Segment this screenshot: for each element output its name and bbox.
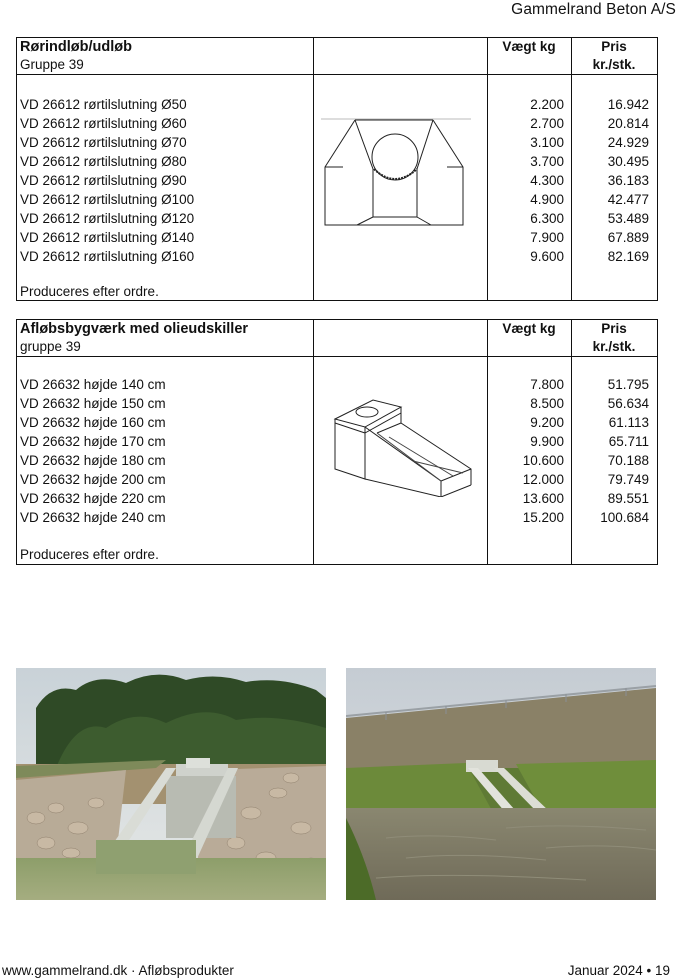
product-price: 65.711 bbox=[608, 434, 649, 449]
product-weight: 13.600 bbox=[522, 491, 564, 506]
product-name: VD 26632 højde 160 cm bbox=[20, 415, 166, 430]
product-price: 42.477 bbox=[607, 192, 649, 207]
product-price: 51.795 bbox=[607, 377, 649, 392]
product-table-pipe-inlet-outlet bbox=[16, 37, 658, 301]
product-name: VD 26632 højde 240 cm bbox=[20, 510, 166, 525]
product-price: 79.749 bbox=[607, 472, 649, 487]
table-row bbox=[17, 95, 657, 114]
product-price: 20.814 bbox=[607, 116, 649, 131]
company-name: Gammelrand Beton A/S bbox=[511, 1, 676, 18]
weight-column-header: Vægt kg bbox=[502, 39, 556, 54]
product-weight: 4.900 bbox=[530, 192, 564, 207]
product-weight: 2.700 bbox=[530, 116, 564, 131]
product-price: 100.684 bbox=[600, 510, 649, 525]
price-unit-header: kr./stk. bbox=[592, 339, 636, 354]
table-row bbox=[17, 508, 657, 527]
product-name: VD 26632 højde 220 cm bbox=[20, 491, 166, 506]
table-group: Gruppe 39 bbox=[20, 57, 84, 72]
product-name: VD 26632 højde 140 cm bbox=[20, 377, 166, 392]
product-name: VD 26612 rørtilslutning Ø80 bbox=[20, 154, 187, 169]
product-name: VD 26632 højde 200 cm bbox=[20, 472, 166, 487]
product-name: VD 26632 højde 170 cm bbox=[20, 434, 166, 449]
installation-photo-riprap bbox=[16, 668, 326, 900]
product-weight: 6.300 bbox=[530, 211, 564, 226]
footer-website: www.gammelrand.dk · Afløbsprodukter bbox=[2, 963, 234, 978]
product-name: VD 26612 rørtilslutning Ø90 bbox=[20, 173, 187, 188]
product-price: 16.942 bbox=[607, 97, 649, 112]
table-row bbox=[17, 247, 657, 266]
product-weight: 15.200 bbox=[522, 510, 564, 525]
product-price: 24.929 bbox=[607, 135, 649, 150]
table-header bbox=[17, 320, 657, 357]
product-weight: 8.500 bbox=[530, 396, 564, 411]
product-name: VD 26612 rørtilslutning Ø160 bbox=[20, 249, 195, 264]
product-name: VD 26612 rørtilslutning Ø120 bbox=[20, 211, 195, 226]
table-row bbox=[17, 375, 657, 394]
price-unit-header: kr./stk. bbox=[592, 57, 636, 72]
product-table-oil-separator bbox=[16, 319, 658, 565]
table-body bbox=[17, 75, 657, 300]
product-weight: 9.900 bbox=[530, 434, 564, 449]
product-weight: 2.200 bbox=[530, 97, 564, 112]
product-price: 89.551 bbox=[607, 491, 649, 506]
product-price: 82.169 bbox=[607, 249, 649, 264]
product-name: VD 26612 rørtilslutning Ø100 bbox=[20, 192, 195, 207]
product-price: 56.634 bbox=[607, 396, 649, 411]
product-name: VD 26632 højde 180 cm bbox=[20, 453, 166, 468]
price-column-header: Pris bbox=[601, 321, 627, 336]
product-weight: 7.800 bbox=[530, 377, 564, 392]
product-name: VD 26612 rørtilslutning Ø50 bbox=[20, 97, 187, 112]
product-price: 67.889 bbox=[607, 230, 649, 245]
weight-column-header: Vægt kg bbox=[502, 321, 556, 336]
table-title: Rørindløb/udløb bbox=[20, 39, 132, 55]
product-weight: 12.000 bbox=[522, 472, 564, 487]
product-name: VD 26632 højde 150 cm bbox=[20, 396, 166, 411]
price-column-header: Pris bbox=[601, 39, 627, 54]
installation-photo-pond bbox=[346, 668, 656, 900]
product-price: 30.495 bbox=[607, 154, 649, 169]
product-weight: 3.700 bbox=[530, 154, 564, 169]
product-name: VD 26612 rørtilslutning Ø140 bbox=[20, 230, 195, 245]
pipe-inlet-drawing bbox=[321, 117, 481, 231]
product-price: 36.183 bbox=[607, 173, 649, 188]
product-weight: 9.200 bbox=[530, 415, 564, 430]
table-title: Afløbsbygværk med olieudskiller bbox=[20, 321, 249, 337]
table-group: gruppe 39 bbox=[20, 339, 81, 354]
order-note: Produceres efter ordre. bbox=[20, 284, 159, 299]
product-weight: 10.600 bbox=[522, 453, 564, 468]
order-note: Produceres efter ordre. bbox=[20, 547, 159, 562]
product-name: VD 26612 rørtilslutning Ø60 bbox=[20, 116, 187, 131]
product-price: 61.113 bbox=[608, 415, 649, 430]
product-price: 53.489 bbox=[607, 211, 649, 226]
oil-separator-drawing bbox=[329, 397, 479, 497]
product-weight: 9.600 bbox=[530, 249, 564, 264]
product-weight: 3.100 bbox=[530, 135, 564, 150]
product-weight: 7.900 bbox=[530, 230, 564, 245]
product-weight: 4.300 bbox=[530, 173, 564, 188]
product-price: 70.188 bbox=[607, 453, 649, 468]
table-header bbox=[17, 38, 657, 75]
table-body bbox=[17, 357, 657, 564]
product-name: VD 26612 rørtilslutning Ø70 bbox=[20, 135, 187, 150]
footer-date-page: Januar 2024 • 19 bbox=[567, 963, 670, 978]
